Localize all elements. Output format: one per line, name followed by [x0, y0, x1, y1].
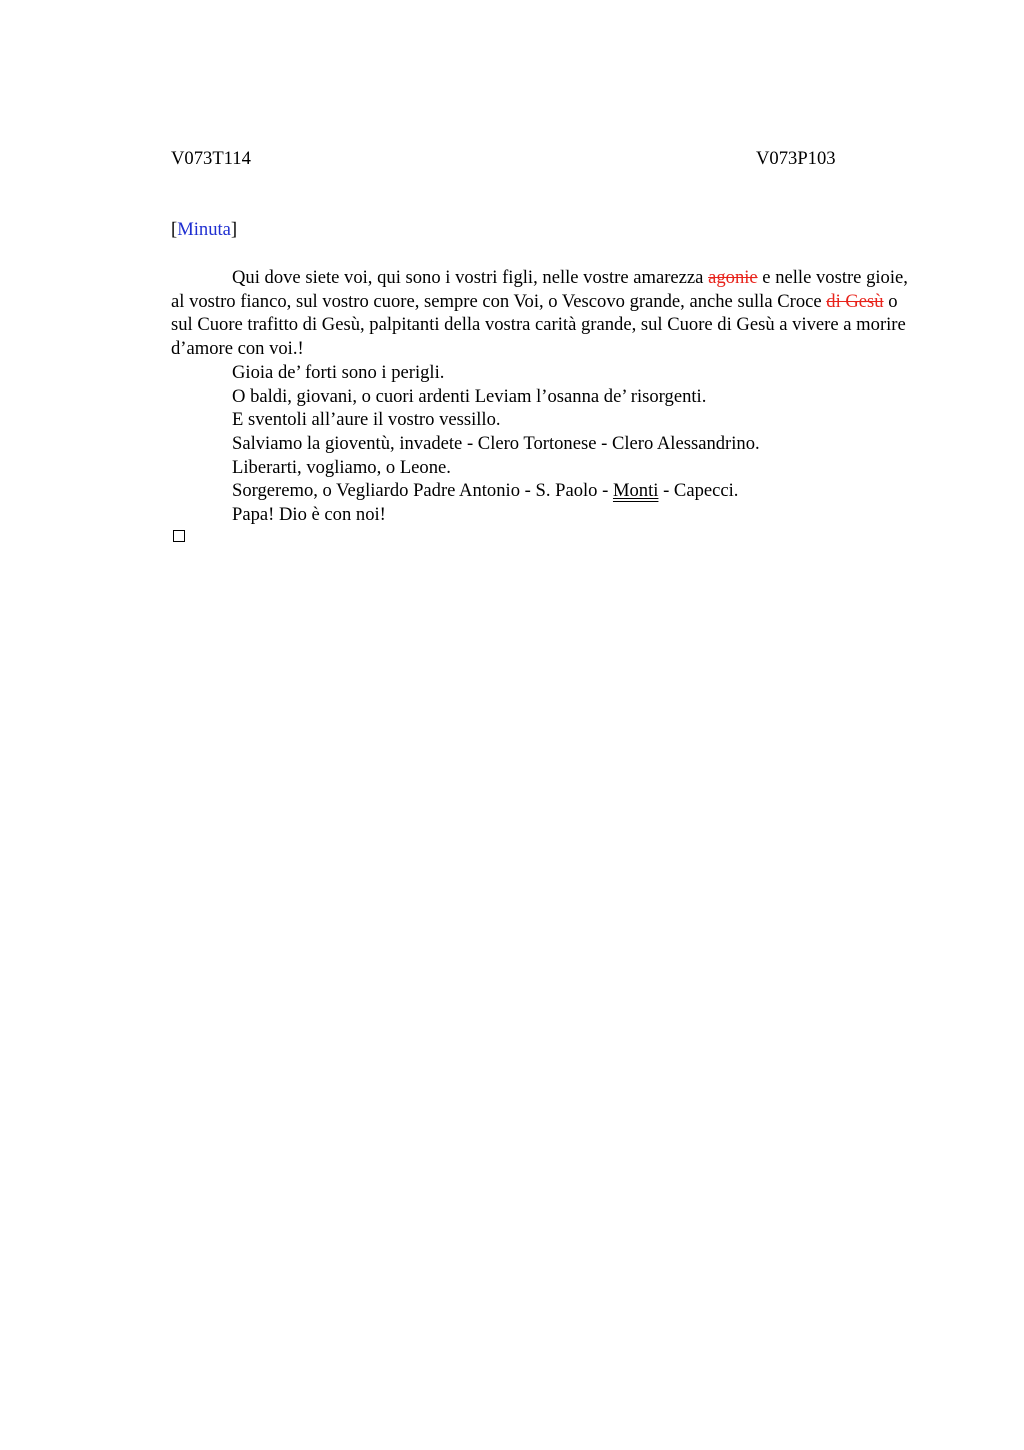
document-code-right: V073P103: [756, 148, 836, 169]
end-marker-square-icon: [173, 530, 185, 542]
verse-line: E sventoli all’aure il vostro vessillo.: [232, 409, 501, 431]
verse-line-last: Papa! Dio è con noi!: [232, 504, 386, 526]
verse-text-before: Sorgeremo, o Vegliardo Padre Antonio - S. Paolo -: [232, 480, 613, 502]
minuta-label: [171, 218, 237, 242]
deleted-words-di-gesu: di Gesù: [826, 290, 884, 312]
verse-line: Salviamo la gioventù, invadete - Clero Tortonese - Clero Alessandrino.: [232, 432, 760, 454]
minuta-word: Minuta: [177, 219, 231, 240]
verse-line: Liberarti, vogliamo, o Leone.: [232, 456, 451, 478]
verse-line: Gioia de’ forti sono i perigli.: [232, 361, 445, 383]
open-bracket: [: [171, 219, 178, 240]
document-body: [171, 266, 916, 527]
verse-line: O baldi, giovani, o cuori ardenti Leviam l’osanna de’ risorgenti.: [232, 385, 707, 407]
deleted-word-agonie: agonie: [708, 267, 758, 288]
paragraph-text-1: Qui dove siete voi, qui sono i vostri figli, nelle vostre amarezza: [232, 267, 709, 288]
main-paragraph: [171, 266, 916, 361]
paragraph-text-3: o sul Cuore trafitto di Gesù, palpitanti della vostra carità grande, sul Cuore di Gesù a vivere a morire d’amore con voi.!: [171, 290, 906, 360]
document-code-left: V073T114: [171, 148, 251, 169]
verse-text-after: - Capecci.: [658, 480, 739, 502]
underlined-word-monti: Monti: [612, 480, 659, 502]
verse-line-monti: [171, 479, 916, 503]
paragraph-text-2: e nelle vostre gioie, al vostro fianco, sul vostro cuore, sempre con Voi, o Vescovo grande, anche sulla Croce: [171, 267, 908, 312]
close-bracket: ]: [230, 219, 238, 240]
